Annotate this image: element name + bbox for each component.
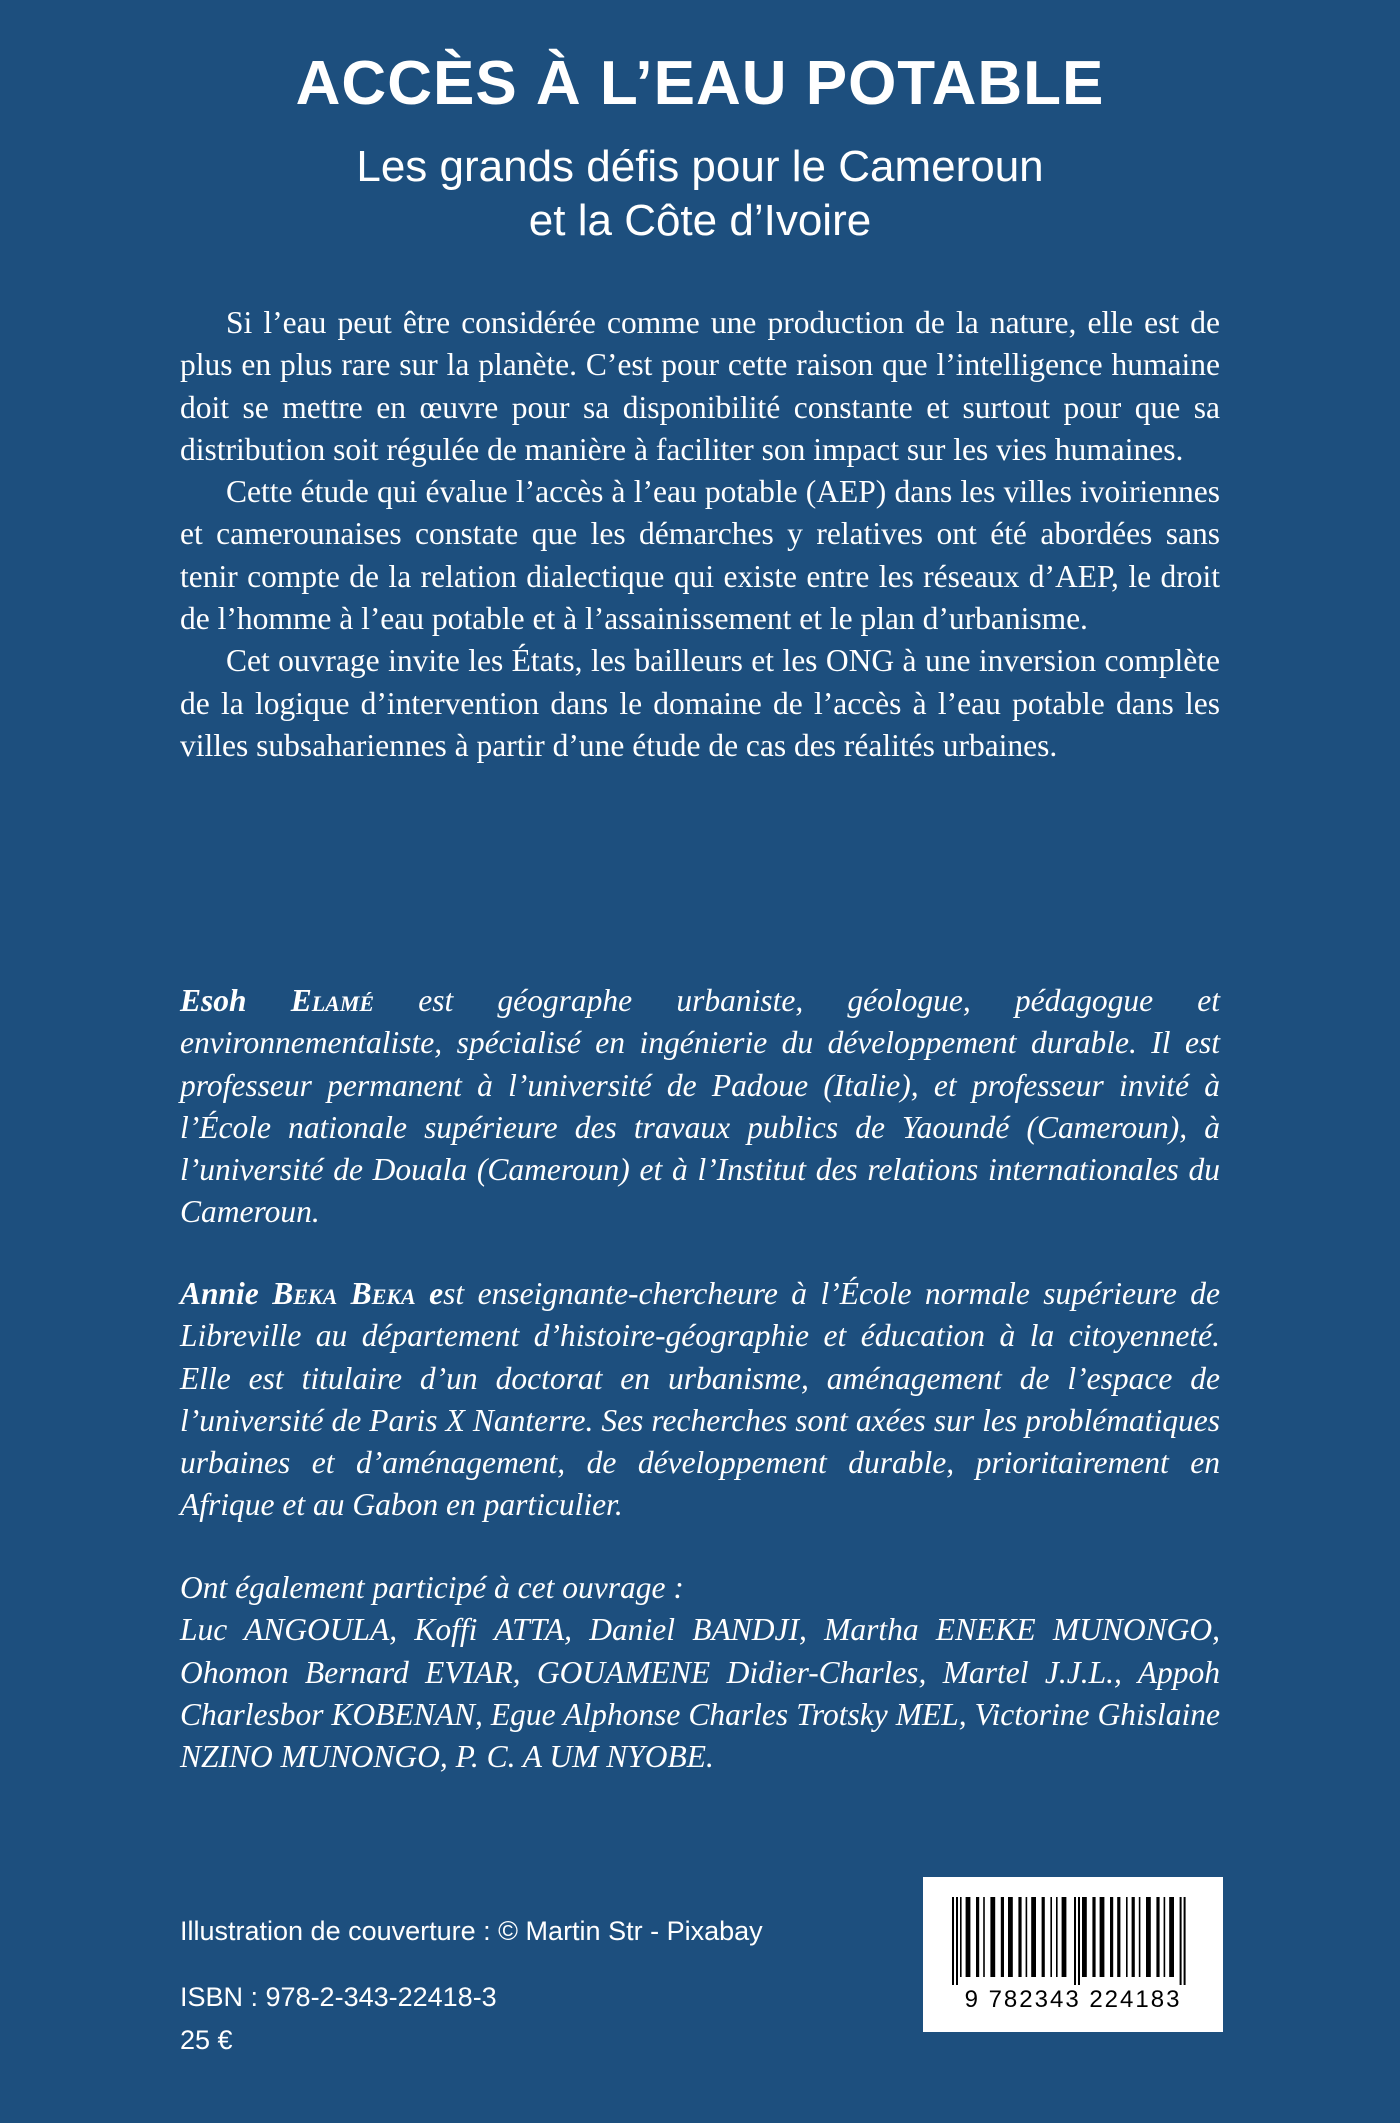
barcode-icon (950, 1897, 1196, 1985)
book-subtitle (0, 140, 1400, 248)
author-bio-text: st enseignante-chercheure à l’École normale supérieure de Libreville au département d’histoire-géographie et éducation à la citoyenneté. Elle est titulaire d’un doctorat en urbanisme, aménagement de l’espace de l’université de Paris X Nanterre. Ses recherches sont axées sur les problématiques urbaines et d’aménagement, de développement durable, prioritairement en Afrique et au Gabon en particulier. (180, 1276, 1220, 1523)
barcode-bar (1042, 1897, 1045, 1977)
barcode-bar (1056, 1897, 1058, 1977)
contributors (180, 1567, 1220, 1778)
barcode-bar (1008, 1897, 1013, 1977)
summary-paragraph-1: Si l’eau peut être considérée comme une production de la nature, elle est de plus en plus rare sur la planète. C’est pour cette raison que l’intelligence humaine doit se mettre en œuvre pour sa disponibilité constante et surtout pour que sa distribution soit régulée de manière à faciliter son impact sur les vies humaines. (180, 305, 1220, 467)
author-bio-text: est géographe urbaniste, géologue, pédagogue et environnementaliste, spécialisé en ingénierie du développement durable. Il est professeur permanent à l’université de Padoue (Italie), et professeur invité à l’École nationale supérieure des travaux publics de Yaoundé (Cameroun), à l’université de Douala (Cameroun) et à l’Institut des relations internationales du Cameroun. (180, 983, 1221, 1230)
author-bio-paragraph (180, 1273, 1220, 1527)
barcode-bar (952, 1897, 954, 1985)
barcode-bar (1180, 1897, 1182, 1985)
author-bio-paragraph (180, 980, 1220, 1234)
barcode-bar (1062, 1897, 1067, 1977)
barcode (923, 1877, 1223, 2032)
barcode-bar (1018, 1897, 1021, 1977)
barcode-bar (990, 1897, 995, 1977)
barcode-bar (1050, 1897, 1052, 1977)
barcode-bar (1074, 1897, 1076, 1985)
author-first-name: Esoh (180, 983, 247, 1018)
summary-paragraph-3: Cet ouvrage invite les États, les bailleurs et les ONG à une inversion complète de la logique d’intervention dans le domaine de l’accès à l’eau potable dans les villes subsahariennes à partir d’une étude de cas des réalités urbaines. (180, 643, 1220, 763)
barcode-bar (983, 1897, 985, 1977)
barcode-bar (1100, 1897, 1105, 1977)
barcode-bar (1001, 1897, 1004, 1977)
subtitle-line-1: Les grands défis pour le Cameroun (356, 142, 1044, 191)
barcode-bar (1139, 1897, 1141, 1977)
barcode-bar (1031, 1897, 1036, 1977)
barcode-bar (1082, 1897, 1087, 1977)
barcode-bar (966, 1897, 971, 1977)
barcode-bar (1026, 1897, 1028, 1977)
barcode-bar (1110, 1897, 1113, 1977)
author-bio-beka (180, 1273, 1220, 1527)
contributors-names: Luc ANGOULA, Koffi ATTA, Daniel BANDJI, Martha ENEKE MUNONGO, Ohomon Bernard EVIAR, GOUAMENE Didier-Charles, Martel J.J.L., Appoh Charlesbor KOBENAN, Egue Alphonse Charles Trotsky MEL, Victorine Ghislaine NZINO MUNONGO, P. C. A UM NYOBE. (180, 1612, 1220, 1775)
price: 25 € (180, 2025, 233, 2055)
author-bio-elame (180, 980, 1220, 1234)
author-last-name: Beka Beka (272, 1276, 416, 1311)
barcode-bar (1184, 1897, 1186, 1985)
barcode-bar (1164, 1897, 1166, 1977)
barcode-bar (956, 1897, 958, 1985)
book-title: ACCÈS À L’EAU POTABLE (295, 49, 1105, 118)
summary-text (180, 302, 1220, 767)
barcode-bar (1132, 1897, 1135, 1977)
barcode-bar (1169, 1897, 1174, 1977)
author-last-name: Elamé (290, 983, 375, 1018)
barcode-bar (960, 1897, 962, 1977)
barcode-bar (1078, 1897, 1080, 1985)
contributors-heading: Ont également participé à cet ouvrage : (180, 1570, 684, 1605)
author-first-name: Annie (180, 1276, 259, 1311)
barcode-bar (1146, 1897, 1151, 1977)
barcode-bar (976, 1897, 979, 1977)
barcode-bar (1156, 1897, 1159, 1977)
barcode-bar (1126, 1897, 1128, 1977)
barcode-bar (1117, 1897, 1120, 1977)
cover-illustration-credit: Illustration de couverture : © Martin Str - Pixabay (180, 1916, 763, 1946)
barcode-digits: 9 782343 224183 (964, 1986, 1182, 2013)
barcode-bar (1092, 1897, 1095, 1977)
subtitle-line-2: et la Côte d’Ivoire (528, 196, 872, 245)
summary-paragraph-2: Cette étude qui évalue l’accès à l’eau potable (AEP) dans les villes ivoiriennes et camerounaises constate que les démarches y relatives ont été abordées sans tenir compte de la relation dialectique qui existe entre les réseaux d’AEP, le droit de l’homme à l’eau potable et à l’assainissement et le plan d’urbanisme. (180, 474, 1220, 637)
author-bio-bold-letter: e (429, 1276, 444, 1311)
isbn: ISBN : 978-2-343-22418-3 (180, 1982, 497, 2012)
